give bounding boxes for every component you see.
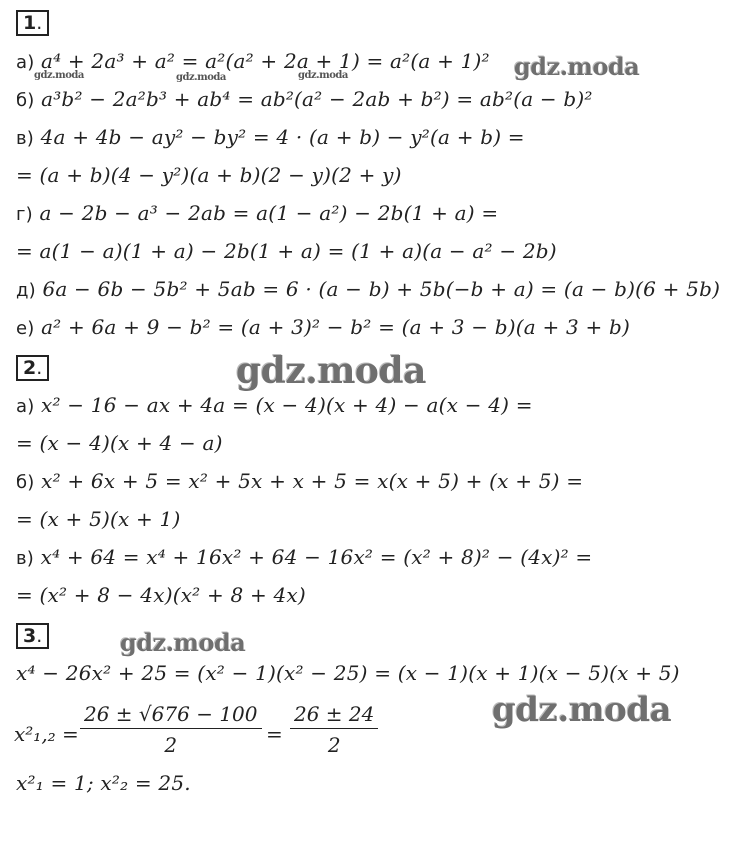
line-label: в) bbox=[16, 128, 35, 149]
task-number-3-text: 3 bbox=[23, 625, 37, 647]
result-expression: x²₁ = 1; x²₂ = 25. bbox=[16, 771, 191, 795]
task2-line-v bbox=[16, 544, 592, 572]
task2-line-b bbox=[16, 468, 583, 496]
line-expression: x² − 16 − ax + 4a = (x − 4)(x + 4) − a(x − 4) = bbox=[41, 393, 533, 417]
fraction-1-denominator: 2 bbox=[164, 733, 178, 757]
line-expression: = (x² + 8 − 4x)(x² + 8 + 4x) bbox=[16, 583, 306, 607]
line-expression: = a(1 − a)(1 + a) − 2b(1 + a) = (1 + a)(a − a² − 2b) bbox=[16, 239, 557, 263]
task1-line-b bbox=[16, 86, 593, 114]
line-label: в) bbox=[16, 548, 35, 569]
task1-line-d bbox=[16, 276, 720, 304]
line-label: е) bbox=[16, 318, 35, 339]
task1-line-g bbox=[16, 200, 498, 228]
task3-result bbox=[16, 770, 191, 796]
task3-line-1 bbox=[16, 660, 680, 686]
watermark: gdz.moda bbox=[236, 350, 426, 392]
line-expression: x⁴ + 64 = x⁴ + 16x² + 64 − 16x² = (x² + 8)² − (4x)² = bbox=[40, 545, 593, 569]
line-label: д) bbox=[16, 280, 36, 301]
task1-line-a bbox=[16, 48, 490, 76]
line-label: б) bbox=[16, 472, 35, 493]
fraction-lhs: x²₁,₂ = bbox=[14, 722, 79, 746]
line-expression: 6a − 6b − 5b² + 5ab = 6 · (a − b) + 5b(−b + a) = (a − b)(6 + 5b) bbox=[42, 277, 721, 301]
task2-line-v-cont bbox=[16, 582, 306, 608]
watermark: gdz.moda bbox=[120, 628, 246, 657]
fraction-2-numerator: 26 ± 24 bbox=[290, 702, 378, 729]
line-expression: 4a + 4b − ay² − by² = 4 · (a + b) − y²(a + b) = bbox=[40, 125, 525, 149]
line-label: а) bbox=[16, 52, 35, 73]
fraction-1-numerator: 26 ± √676 − 100 bbox=[80, 702, 262, 729]
task1-line-v bbox=[16, 124, 525, 152]
fraction-2-denominator: 2 bbox=[327, 733, 341, 757]
line-expression: = (a + b)(4 − y²)(a + b)(2 − y)(2 + y) bbox=[16, 163, 402, 187]
task-number-3: 3. bbox=[16, 623, 49, 649]
line-expression: = (x + 5)(x + 1) bbox=[16, 507, 181, 531]
task2-line-b-cont bbox=[16, 506, 180, 532]
line-label: а) bbox=[16, 396, 35, 417]
fraction-equals: = bbox=[266, 722, 283, 746]
line-expression: = (x − 4)(x + 4 − a) bbox=[16, 431, 223, 455]
line-expression: a − 2b − a³ − 2ab = a(1 − a²) − 2b(1 + a) = bbox=[39, 201, 499, 225]
task2-line-a bbox=[16, 392, 533, 420]
line-expression: x² + 6x + 5 = x² + 5x + x + 5 = x(x + 5) + (x + 5) = bbox=[41, 469, 584, 493]
task-number-1: 1. bbox=[16, 10, 49, 36]
line-expression: a⁴ + 2a³ + a² = a²(a² + 2a + 1) = a²(a + 1)² bbox=[41, 49, 490, 73]
line-expression: a² + 6a + 9 − b² = (a + 3)² − b² = (a + 3 − b)(a + 3 + b) bbox=[41, 315, 631, 339]
task1-line-v-cont bbox=[16, 162, 402, 188]
watermark: gdz.moda bbox=[492, 690, 672, 730]
line-expression: a³b² − 2a²b³ + ab⁴ = ab²(a² − 2ab + b²) = ab²(a − b)² bbox=[41, 87, 593, 111]
task2-line-a-cont bbox=[16, 430, 223, 456]
task-number-1-text: 1 bbox=[23, 12, 37, 34]
watermark-small: gdz.moda bbox=[298, 70, 348, 81]
line-expression: x⁴ − 26x² + 25 = (x² − 1)(x² − 25) = (x − 1)(x + 1)(x − 5)(x + 5) bbox=[16, 661, 680, 685]
fraction-1 bbox=[80, 702, 262, 757]
task-number-2: 2. bbox=[16, 355, 49, 381]
watermark: gdz.moda bbox=[514, 52, 640, 81]
task-number-2-text: 2 bbox=[23, 357, 37, 379]
fraction-2 bbox=[290, 702, 378, 757]
task1-line-g-cont bbox=[16, 238, 557, 264]
watermark-small: gdz.moda bbox=[176, 72, 226, 83]
line-label: б) bbox=[16, 90, 35, 111]
task1-line-e bbox=[16, 314, 630, 342]
line-label: г) bbox=[16, 204, 33, 225]
watermark-small: gdz.moda bbox=[34, 70, 84, 81]
